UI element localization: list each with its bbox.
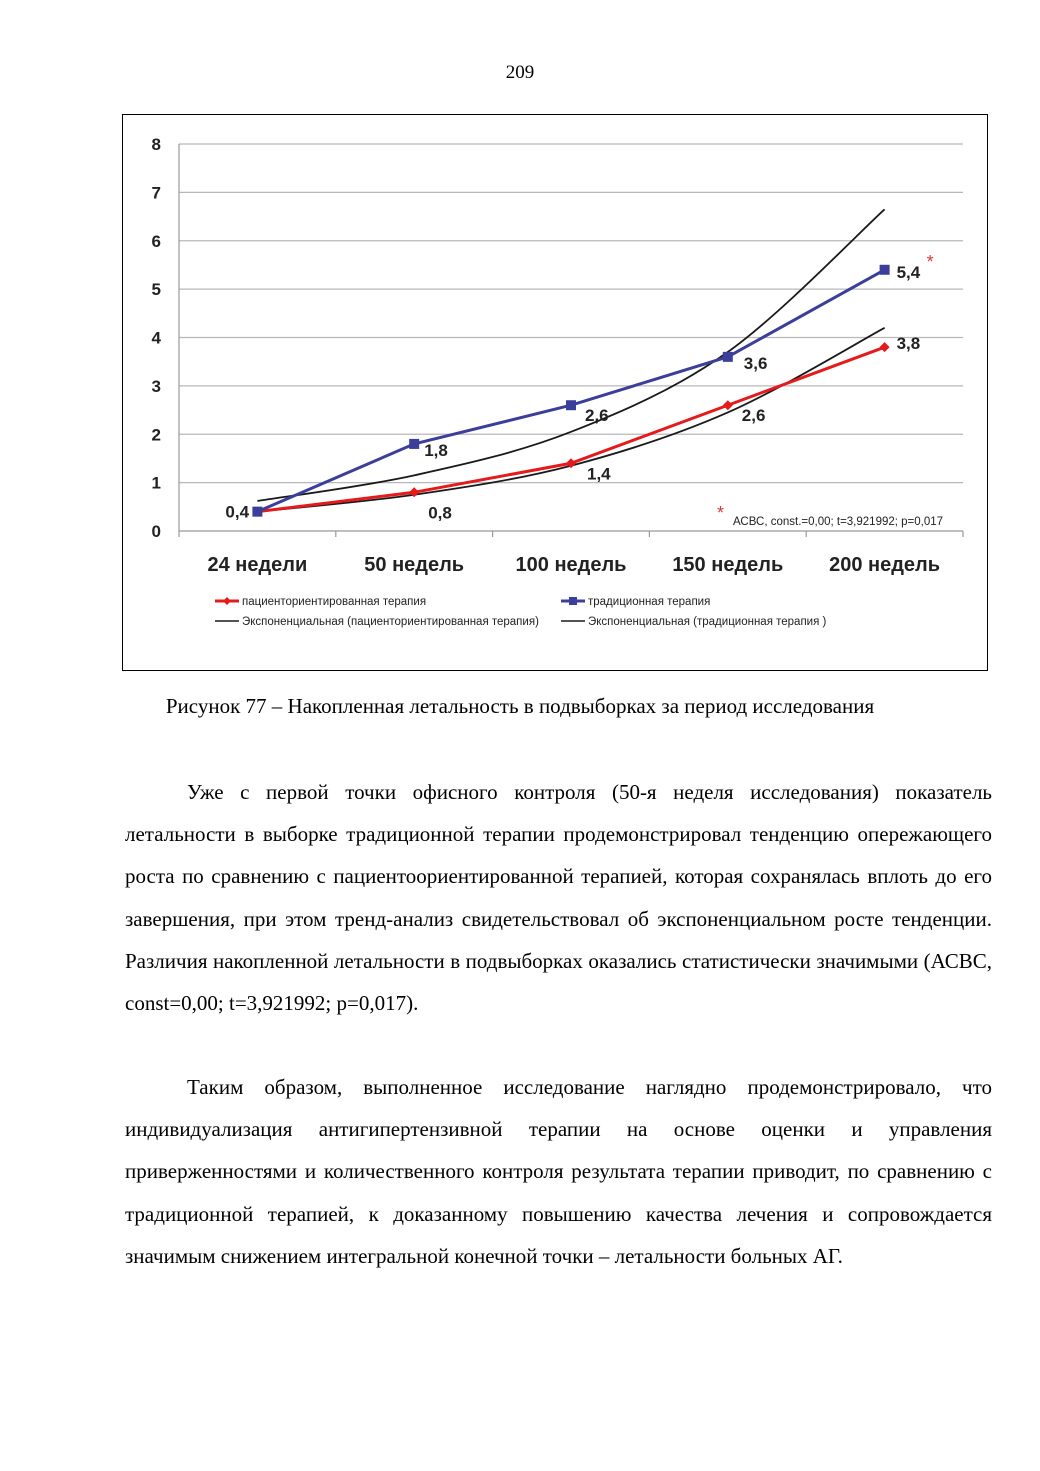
- data-label: 2,6: [585, 406, 609, 426]
- data-point-square: [723, 352, 733, 362]
- x-tick-label: 150 недель: [672, 554, 784, 576]
- legend: [215, 596, 827, 628]
- annotation-text: АСВС, const.=0,00; t=3,921992; p=0,017: [733, 516, 944, 528]
- significance-annotation: [717, 252, 943, 528]
- x-tick-label: 200 недель: [829, 554, 941, 576]
- y-tick-label: 7: [151, 183, 161, 203]
- data-point-square: [880, 265, 890, 275]
- legend-label: традиционная терапия: [588, 596, 711, 608]
- data-label: 0,4: [225, 502, 250, 522]
- y-tick-label: 8: [151, 135, 161, 154]
- data-label: 1,4: [587, 464, 611, 484]
- legend-item-4: [561, 616, 827, 628]
- data-label: 3,8: [896, 334, 921, 354]
- body-paragraph-2: Таким образом, выполненное исследование наглядно продемонстрировало, что индивидуализация антигипертензивной терапии на основе оценки и управления приверженностями и количественного контроля результата терапии приводит, по сравнению с традиционной терапией, к доказанному повышению качества лечения и сопровождается значимым снижением интегральной конечной точки – летальности больных АГ.: [125, 1075, 992, 1268]
- data-point-diamond: [880, 342, 890, 352]
- x-tick-label: 50 недель: [364, 554, 465, 576]
- x-tick-label: 100 недель: [515, 554, 627, 576]
- data-point-square: [252, 507, 262, 517]
- trendline-2: [257, 209, 884, 501]
- y-tick-label: 4: [151, 328, 161, 348]
- chart-svg: [123, 115, 987, 670]
- data-point-square: [409, 439, 419, 449]
- significance-star: *: [926, 251, 934, 272]
- legend-label: Экспоненциальная (пациенториентированная терапия): [242, 616, 539, 628]
- y-tick-label: 6: [151, 231, 161, 251]
- y-tick-label: 2: [151, 425, 161, 445]
- y-tick-label: 1: [151, 473, 161, 493]
- series-line-2: [257, 270, 884, 512]
- legend-label: Экспоненциальная (традиционная терапия ): [588, 616, 827, 628]
- data-label: 1,8: [424, 440, 448, 460]
- data-label: 3,6: [743, 353, 768, 373]
- legend-item-1: [215, 596, 426, 608]
- figure-chart: [122, 114, 988, 671]
- y-tick-label: 5: [151, 280, 161, 300]
- data-point-diamond: [723, 400, 733, 410]
- data-label: 2,6: [741, 406, 766, 426]
- data-label: 0,8: [428, 503, 452, 523]
- series: [252, 265, 889, 517]
- y-tick-label: 0: [151, 522, 161, 541]
- page-number: 209: [505, 62, 535, 83]
- legend-marker-diamond: [223, 597, 231, 605]
- trendline-1: [257, 328, 884, 512]
- body-paragraph-1: Уже с первой точки офисного контроля (50-я неделя исследования) показатель летальности в выборке традиционной терапии продемонстрировал тенденцию опережающего роста по сравнению с пациентоориентированной терапией, которая сохранялась вплоть до его завершения, при этом тренд-анализ свидетельствовал об экспоненциальном росте тенденции. Различия накопленной летальности в подвыборках оказались статистически значимыми (АСВС, const=0,00; t=3,921992; p=0,017).: [125, 780, 992, 1016]
- legend-label: пациенториентированная терапия: [242, 596, 427, 608]
- figure-caption: Рисунок 77 – Накопленная летальность в подвыборках за период исследования: [165, 694, 875, 718]
- legend-item-3: [215, 616, 539, 628]
- legend-item-2: [561, 596, 710, 608]
- x-tick-label: 24 недели: [207, 554, 308, 576]
- legend-marker-square: [569, 597, 577, 605]
- data-label: 5,4: [896, 262, 921, 282]
- data-labels: [225, 263, 920, 523]
- annotation-star: *: [717, 503, 725, 523]
- data-point-square: [566, 400, 576, 410]
- y-tick-label: 3: [151, 376, 161, 396]
